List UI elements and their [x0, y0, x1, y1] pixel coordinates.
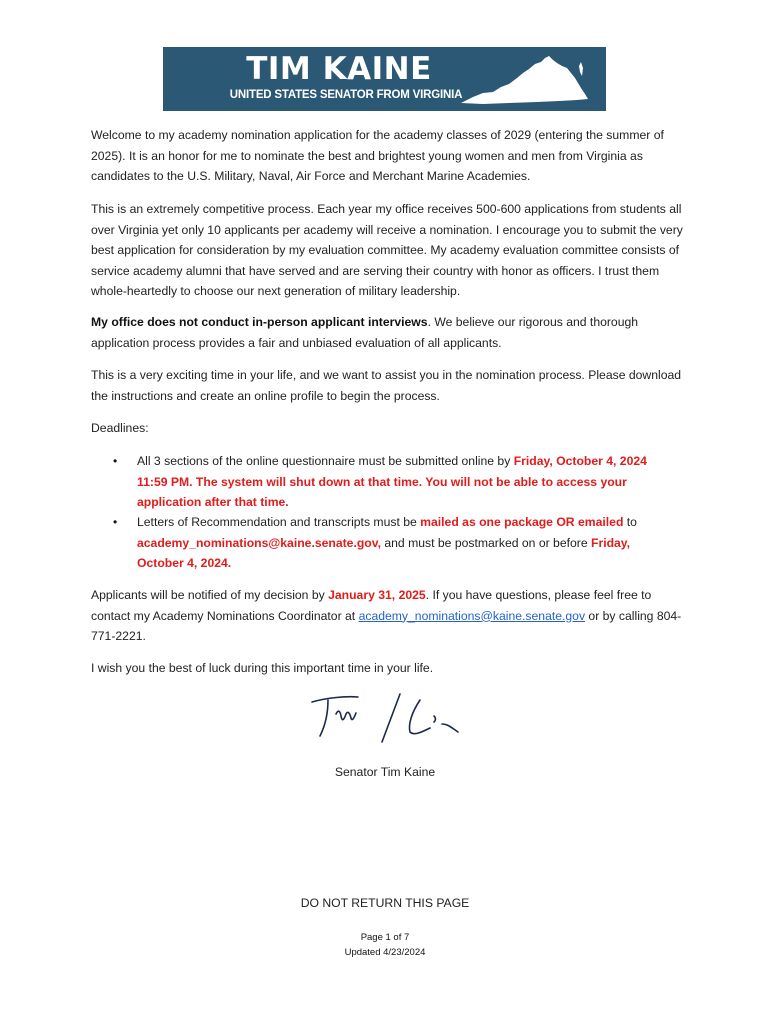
banner-name: TIM KAINE — [246, 51, 432, 87]
no-interviews-notice: My office does not conduct in-person applicant interviews — [91, 315, 428, 329]
notice-text: Applicants will be notified of my decision by — [91, 588, 329, 602]
deadline-date-highlight: Friday, October 4, 2024. — [137, 535, 631, 570]
closing-line: I wish you the best of luck during this important time in your life. — [91, 661, 434, 675]
deadlines-label: Deadlines: — [91, 421, 149, 435]
page-number: Page 1 of 7 — [360, 932, 410, 943]
banner-subtitle: UNITED STATES SENATOR FROM VIRGINIA — [229, 89, 463, 101]
decision-date-highlight: January 31, 2025 — [328, 588, 426, 602]
deadline-item-text: Letters of Recommendation and transcripts must be — [137, 515, 421, 529]
updated-date: Updated 4/23/2024 — [344, 947, 426, 958]
deadline-item-text: to — [623, 515, 637, 529]
coordinator-email-link[interactable]: academy_nominations@kaine.senate.gov — [358, 608, 586, 623]
welcome-paragraph: Welcome to my academy nomination application for the academy classes of 2029 (entering the summer of 2025). It is an honor for me to nominate the best and brightest young women and men from Virginia as candidates to the U.S. Military, Naval, Air Force and Merchant Marine Academies. — [91, 128, 664, 183]
deadline-item-letters — [137, 512, 677, 574]
competition-paragraph: This is an extremely competitive process. Each year my office receives 500-600 applications from students all over Virginia yet only 10 applicants per academy will receive a nomination. I encourage you to submit the very best application for consideration by my evaluation committee. My academy evaluation committee consists of service academy alumni that have served and are serving their country with honor as officers. I trust them whole-heartedly to choose our next generation of military leadership. — [91, 202, 683, 298]
bullet-dot-icon: • — [113, 454, 118, 468]
interview-paragraph-rest: . We believe our rigorous and thorough application process provides a fair and unbiased evaluation of all applicants. — [91, 315, 639, 350]
do-not-return-notice: DO NOT RETURN THIS PAGE — [300, 896, 470, 910]
delivery-method-highlight: mailed as one package OR emailed — [420, 515, 624, 529]
bullet-dot-icon: • — [113, 515, 118, 529]
email-highlight: academy_nominations@kaine.senate.gov, — [137, 535, 381, 550]
virginia-map-icon — [459, 54, 591, 106]
notification-paragraph — [91, 585, 691, 647]
deadline-item-text: All 3 sections of the online questionnaire must be submitted online by — [137, 454, 514, 468]
notice-text: . If you have questions, please feel free to contact my Academy Nominations Coordinator at — [91, 588, 652, 623]
interview-paragraph — [91, 312, 691, 353]
process-paragraph: This is a very exciting time in your life, and we want to assist you in the nomination process. Please download the instructions and create an online profile to begin the process. — [91, 368, 682, 403]
deadline-date-highlight: Friday, October 4, 2024 11:59 PM. The system will shut down at that time. You will not be able to access your application after that time. — [137, 454, 647, 509]
header-banner — [163, 47, 606, 111]
signature-name: Senator Tim Kaine — [334, 765, 436, 779]
notice-text: or by calling 804-771-2221. — [91, 608, 682, 643]
handwritten-signature — [306, 688, 466, 748]
deadline-item-text: and must be postmarked on or before — [380, 535, 591, 550]
deadline-item-questionnaire — [137, 451, 677, 513]
